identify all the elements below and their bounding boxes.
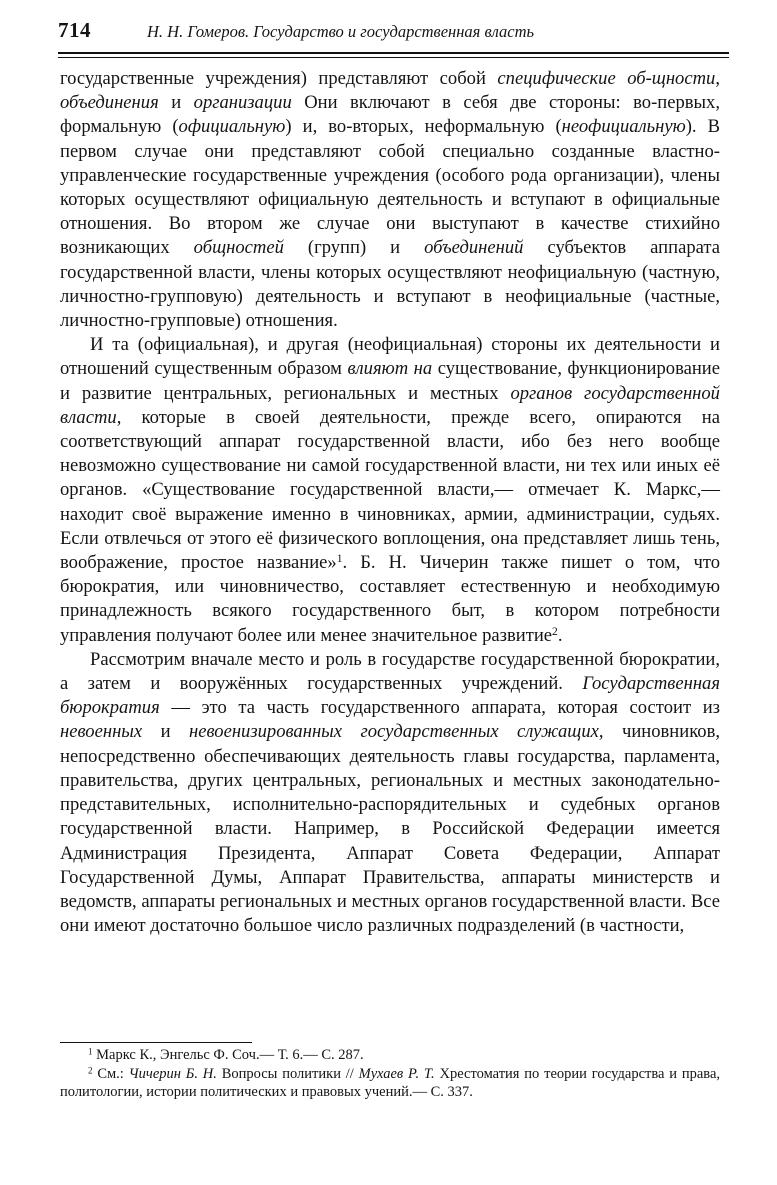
italic-text: органов государственной власти <box>60 382 720 428</box>
italic-text: неофициальную <box>561 116 686 138</box>
text-run: Вопросы политики // <box>216 1065 359 1082</box>
header-rule-thick <box>58 52 729 54</box>
text-run: И та (официальная), и другая (неофициальная) стороны их деятельности и отношений существенным образом <box>60 334 720 380</box>
body-text <box>60 67 720 938</box>
text-run: , чиновников, непосредственно обеспечивающих деятельность главы государства, парламента, правительства, других центральных, региональных и местных законодательно-представительных, исполнительно-распорядительных и судебных органов государственной власти. Например, в Российской Федерации имеется Администрация Президента, Аппарат Совета Федерации, Аппарат Государственной Думы, Аппарат Правительства, аппараты министерств и ведомств, аппараты региональных и местных органов государственной власти. Все они имеют достаточно большое число различных подразделений (в частности, <box>60 721 721 937</box>
italic-text: Государственная бюрократия <box>60 673 720 719</box>
italic-text: организации <box>193 92 292 114</box>
footnote-marker: 1 <box>88 1046 93 1057</box>
italic-text: Чичерин Б. Н. <box>128 1065 217 1082</box>
text-run: . <box>557 624 563 646</box>
italic-text: невоенных <box>60 721 143 743</box>
running-title: Н. Н. Гомеров. Государство и государственная власть <box>147 22 535 41</box>
paragraph <box>60 333 720 648</box>
text-run: Хрестоматия по теории государства и права, политологии, истории политических и правовых учений.— С. 337. <box>60 1065 721 1100</box>
page-number: 714 <box>58 18 91 42</box>
italic-text: влияют на <box>347 358 433 380</box>
text-run: ). В первом случае они представляют собой специально созданные властно-управленческие государственные учреждения (особого рода организации), члены которых осуществляют официальную деятельность и вступают в официальные отношения. Во втором же случае они выступают в качестве стихийно возникающих <box>60 116 720 259</box>
footnote-marker: 2 <box>552 625 558 638</box>
text-run: государственные учреждения) представляют собой <box>60 68 498 89</box>
page-header <box>58 18 729 52</box>
text-run: , которые в своей деятельности, прежде всего, опираются на соответствующий аппарат государственной власти, ибо без него вообще невозможно существование ни самой государственной власти, ни тех или иных её органов. «Существование государственной власти,— отмечает К. Маркс,— находит своё выражение именно в чиновниках, армии, администрации, судьях. Если отвлечься от этого её физического воплощения, она представляет лишь тень, воображение, простое название» <box>60 406 720 574</box>
footnote <box>60 1065 720 1102</box>
text-run: ) и, во-вторых, неформальную ( <box>285 116 562 138</box>
footnote-separator <box>60 1042 252 1043</box>
text-run: , <box>715 68 720 89</box>
text-run: Маркс К., Энгельс Ф. Соч.— Т. 6.— С. 287. <box>92 1047 364 1063</box>
footnote <box>60 1046 720 1065</box>
italic-text: объединения <box>60 92 159 114</box>
text-run: и <box>158 92 194 114</box>
text-run: См.: <box>92 1065 129 1082</box>
italic-text: специфические об-щности <box>497 68 716 89</box>
footnotes <box>60 1046 720 1102</box>
italic-text: Мухаев Р. Т. <box>358 1065 435 1082</box>
paragraph <box>60 648 720 938</box>
italic-text: официальную <box>178 116 286 138</box>
text-run: — это та часть государственного аппарата, которая состоит из <box>159 697 720 719</box>
text-run: . Б. Н. Чичерин также пишет о том, что бюрократия, или чиновничество, составляет естественную и необходимую принадлежность всякого государственного быт, в котором потребности управления получают более или менее значительное развитие <box>60 552 720 646</box>
text-run: существование, функционирование и развитие центральных, региональных и местных <box>60 358 721 404</box>
text-run: субъектов аппарата государственной власти, члены которых осуществляют неофициальную (частную, личностно-групповую) деятельность и вступают в неофициальные (частные, личностно-групповые) отношения. <box>60 237 720 332</box>
text-run: Рассмотрим вначале место и роль в государстве государственной бюрократии, а затем и вооружённых государственных учреждений. <box>60 648 720 695</box>
text-run: Они включают в себя две стороны: во-первых, формальную ( <box>60 92 720 138</box>
text-run: (групп) и <box>283 237 425 259</box>
italic-text: общностей <box>193 237 284 259</box>
italic-text: объединений <box>424 237 524 259</box>
header-rule-thin <box>58 57 729 58</box>
footnote-marker: 2 <box>88 1065 93 1076</box>
footnote-marker: 1 <box>336 553 343 566</box>
text-run: и <box>142 721 189 743</box>
italic-text: невоенизированных государственных служащих <box>188 721 599 743</box>
paragraph <box>60 67 720 333</box>
